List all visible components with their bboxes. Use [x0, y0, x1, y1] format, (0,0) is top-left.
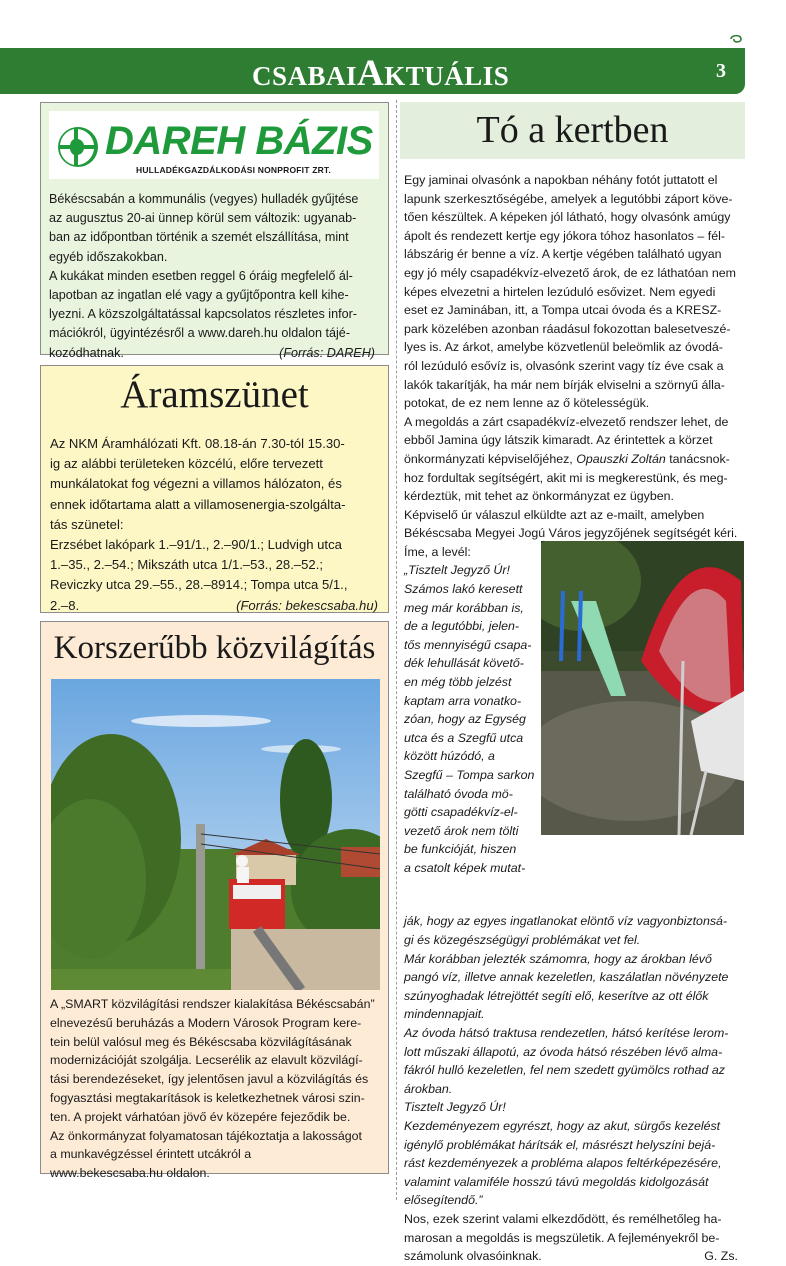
recycle-logo-icon	[56, 125, 100, 169]
author-initials: G. Zs.	[704, 1249, 738, 1264]
kozvilagitas-box	[40, 621, 389, 1181]
representative-name: Opauszki Zoltán	[576, 451, 666, 466]
aramszunet-body: Az NKM Áramhálózati Kft. 08.18-án 7.30-tól 15.30- ig az alábbi területeken közcélú, előre tervezett munkálatokat fog végezni a villamos hálózaton, és ennek időtartama alatt a villamosenergia-szolgálta- tás szünetel: Erzsébet lakópark 1.–91/1., 2.–90/1.; Ludvigh utca 1.–35., 2.–54.; Mikszáth utca 1/1.–53., 28.–52.; Reviczky utca 29.–55., 28.–8914.; Tompa utca 5/1., 2.–8. (Forrás: bekescsaba.hu)	[50, 434, 378, 616]
to-article-body: Egy jaminai olvasónk a napokban néhány fotót juttatott el lapunk szerkesztőségébe, amelyek a legutóbbi záport köve- tően készültek. A képeken jól látható, hogy olvasónk amúgy ápolt és rendezett kertje egy jókora tóhoz hasonlatos – fél- lábszárig ér benne a víz. A kertje végében található ugyan egy jó mély csapadékvíz-elvezető árok, de ez láthatóan nem képes elvezetni a hirtelen lezúduló esővizet. Nem egyedi eset ez Jaminában, itt, a Tompa utcai óvoda és a KRESZ- park közelében azonban ráadásul fokozottan balesetveszé- lyes is. Az árkot, amelybe közvetlenül beleömlik az óvodá- ról lezúduló esővíz is, olvasónk szerint vagy tíz éve csak a lakók takarítják, ha már nem bírják elviselni a szörnyű álla- potokat, de ez nem lenne az ő kötelességük. A megoldás a zárt csapadékvíz-elvezető rendszer lehet, de ebből Jamina úgy látszik kimaradt. Az érintettek a körzet önkormányzati képviselőjéhez, Opauszki Zoltán tanácsnok- hoz fordultak segítségért, akit mi is megkerestünk, és meg- kérdeztük, mit tehet az önkormányzat ez ügyben. Képviselő úr válaszul elküldte azt az e-mailt, amelyben Békéscsaba Megyei Jogú Város jegyzőjének segítségét kéri. Íme, a levél: „Tisztelt Jegyző Úr! Számos lakó keresett meg már korábban is, de a legutóbbi, jelen- tős mennyiségű csapa- dék lehullását követő- en még több jelzést kaptam arra vonatko- zóan, hogy az Egység utca és a Szegfű utca között húzódó, a Szegfű – Tompa sarkon található óvoda mö- götti csapadékvíz-el- vezető árok nem tölti be funkcióját, hiszen a csatolt képek mutat- ják, hogy az egyes ingatlanokat elöntő víz vagyonbiztonsá- gi és közegészségügyi problémákat vet fel. Már korábban jelezték számomra, hogy az árokban lévő pangó víz, illetve annak kezeletlen, kaszálatlan növényzete szúnyoghadak létrejöttét segíti elő, keserítve az ott élők mindennapjait. Az óvoda hátsó traktusa rendezetlen, hátsó kerítése lerom- lott műszaki állapotú, az óvoda hátsó részében lévő alma- fákról hulló kezeletlen, fel nem szedett gyümölcs rothad az árokban. Tisztelt Jegyző Úr! Kezdeményezem egyrészt, hogy az akut, sürgős kezelést igénylő problémákat hárítsák el, másrészt helyszíni bejá- rást kezdeményezek a probléma alapos feltérképezésére, valamint valamiféle hosszú távú megoldás kidolgozását elősegítendő.” Nos, ezek szerint valami elkezdődött, és remélhetőleg ha- marosan a megoldás is megszületik. A fejleményekről be- számolunk olvasóinknak. G. Zs.	[404, 171, 744, 1266]
aramszunet-source: (Forrás: bekescsaba.hu)	[236, 597, 378, 613]
column-divider	[396, 100, 397, 1200]
street-lighting-photo	[51, 679, 380, 990]
aramszunet-title: Áramszünet	[120, 373, 309, 416]
dareh-logo	[49, 111, 379, 179]
dareh-source: (Forrás: DAREH)	[279, 345, 375, 360]
kozvilagitas-title: Korszerűbb közvilágítás	[53, 630, 376, 666]
masthead-title: CSABAIAKTUÁLIS	[252, 53, 510, 94]
dareh-body: Békéscsabán a kommunális (vegyes) hulladék gyűjtése az augusztus 20-ai ünnep körül sem változik: ugyanab- ban az időpontban történik a szemét elszállítása, mint egyéb időszakokban. A kukákat minden esetben reggel 6 óráig megfelelő ál- lapotban az ingatlan elé vagy a gyűjtőpontra kell kihe- lyezni. A közszolgáltatással kapcsolatos részletes infor- mációkról, ügyintézésről a www.dareh.hu oldalon tájé- kozódhatnak. (Forrás: DAREH)	[49, 190, 375, 363]
logo-subtitle: HULLADÉKGAZDÁLKODÁSI NONPROFIT ZRT.	[136, 165, 331, 175]
dareh-notice-box	[40, 102, 389, 360]
aramszunet-box	[40, 365, 389, 613]
page-number: 3	[716, 60, 726, 82]
logo-text: DAREH BÁZIS	[105, 119, 373, 163]
letter-wrapped: „Tisztelt Jegyző Úr! Számos lakó keresett meg már korábban is, de a legutóbbi, jelen- tős mennyiségű csapa- dék lehullását követő- en még több jelzést kaptam arra vonatko- zóan, hogy az Egység utca és a Szegfű utca között húzódó, a Szegfű – Tompa sarkon található óvoda mö- götti csapadékvíz-el- vezető árok nem tölti be funkcióját, hiszen a csatolt képek mutat-	[404, 563, 535, 875]
photo-wrap-space	[601, 561, 744, 912]
to-article-header	[400, 102, 745, 159]
kozvilagitas-body: A „SMART közvilágítási rendszer kialakítása Békéscsabán” elnevezésű beruházás a Modern Városok Program kere- tein belül valósul meg és Békéscsaba közvilágításának modernizációját szolgálja. Lecserélik az elavult közvilágí- tási berendezéseket, így jelentősen javul a közvilágítás és fogyasztási megtakarítások is keletkezhetnek városi szin- ten. A projekt várhatóan jövő év közepére fejeződik be. Az önkormányzat folyamatosan tájékoztatja a lakosságot a munkavégzéssel érintett utcákról a www.bekescsaba.hu oldalon.	[50, 997, 375, 1181]
to-article-title: Tó a kertben	[476, 109, 669, 151]
letter-continued: ják, hogy az egyes ingatlanokat elöntő víz vagyonbiztonsá- gi és közegészségügyi problémákat vet fel. Már korábban jelezték számomra, hogy az árokban lévő pangó víz, illetve annak kezeletlen, kaszálatlan növényzete szúnyoghadak létrejöttét segíti elő, keserítve az ott élők mindennapjait. Az óvoda hátsó traktusa rendezetlen, hátsó kerítése lerom- lott műszaki állapotú, az óvoda hátsó részében lévő alma- fákról hulló kezeletlen, fel nem szedett gyümölcs rothad az árokban. Tisztelt Jegyző Úr! Kezdeményezem egyrészt, hogy az akut, sürgős kezelést igénylő problémákat hárítsák el, másrészt helyszíni bejá- rást kezdeményezek a probléma alapos feltérképezésére, valamint valamiféle hosszú távú megoldás kidolgozását elősegítendő.”	[404, 914, 729, 1208]
swirl-ornament-icon	[729, 33, 743, 45]
closing-paragraph: Nos, ezek szerint valami elkezdődött, és remélhetőleg ha- marosan a megoldás is megszületik. A fejleményekről be- számolunk olvasóinknak. G. Zs.	[404, 1210, 744, 1266]
